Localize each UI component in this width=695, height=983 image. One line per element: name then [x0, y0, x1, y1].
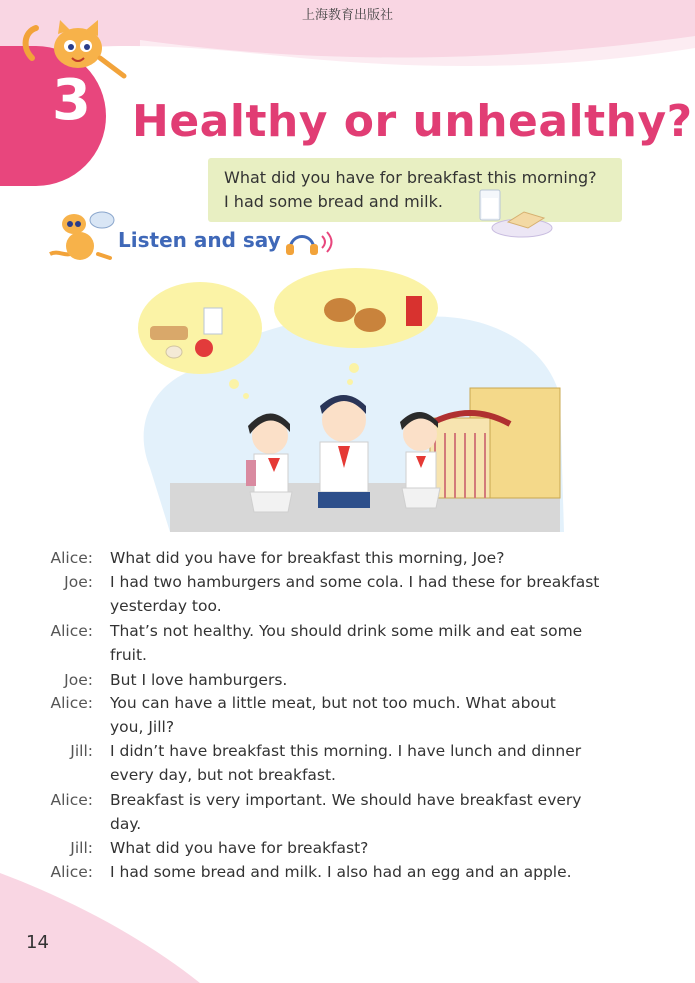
speaker-label: Alice: — [50, 694, 93, 712]
unit-title: Healthy or unhealthy? — [132, 96, 693, 147]
dialogue-line: fruit. — [110, 646, 147, 664]
dialogue-line: I didn’t have breakfast this morning. I have lunch and dinner — [110, 742, 582, 760]
speaker-label: Jill: — [70, 742, 93, 760]
intro-question: What did you have for breakfast this morning? — [224, 168, 597, 187]
student-alice — [246, 413, 292, 512]
student-joe — [318, 395, 370, 508]
dialogue-line: But I love hamburgers. — [110, 671, 288, 689]
cat-mascot-icon — [20, 18, 130, 88]
speaker-label: Alice: — [50, 791, 93, 809]
intro-answer: I had some bread and milk. — [224, 192, 443, 211]
dialogue-line: yesterday too. — [110, 597, 222, 615]
cat-headphones-icon — [44, 210, 116, 264]
footer-swoosh — [0, 833, 695, 983]
speaker-label: Alice: — [50, 549, 93, 567]
dialogue-line: That’s not healthy. You should drink some milk and eat some — [110, 622, 583, 640]
speaker-label: Joe: — [64, 573, 93, 591]
unit-number: 3 — [52, 68, 91, 133]
dialogue-illustration — [130, 268, 564, 532]
dialogue-line: every day, but not breakfast. — [110, 766, 336, 784]
dialogue-line: I had some bread and milk. I also had an egg and an apple. — [110, 863, 572, 881]
speaker-label: Joe: — [64, 671, 93, 689]
dialogue-line: What did you have for breakfast? — [110, 839, 369, 857]
dialogue-line: I had two hamburgers and some cola. I had these for breakfast — [110, 573, 600, 591]
section-heading: Listen and say — [118, 228, 281, 252]
page-number: 14 — [26, 932, 49, 953]
speaker-label: Alice: — [50, 622, 93, 640]
speaker-label: Alice: — [50, 863, 93, 881]
publisher-name: 上海教育出版社 — [301, 8, 393, 23]
dialogue-line: What did you have for breakfast this morning, Joe? — [110, 549, 505, 567]
dialogue-line: day. — [110, 815, 142, 833]
headphones-icon — [282, 226, 338, 256]
dialogue-line: Breakfast is very important. We should have breakfast every — [110, 791, 582, 809]
student-jill — [400, 412, 440, 508]
milk-and-bread-icon — [472, 184, 554, 240]
dialogue-line: you, Jill? — [110, 718, 175, 736]
dialogue-line: You can have a little meat, but not too much. What about — [110, 694, 556, 712]
speaker-label: Jill: — [70, 839, 93, 857]
